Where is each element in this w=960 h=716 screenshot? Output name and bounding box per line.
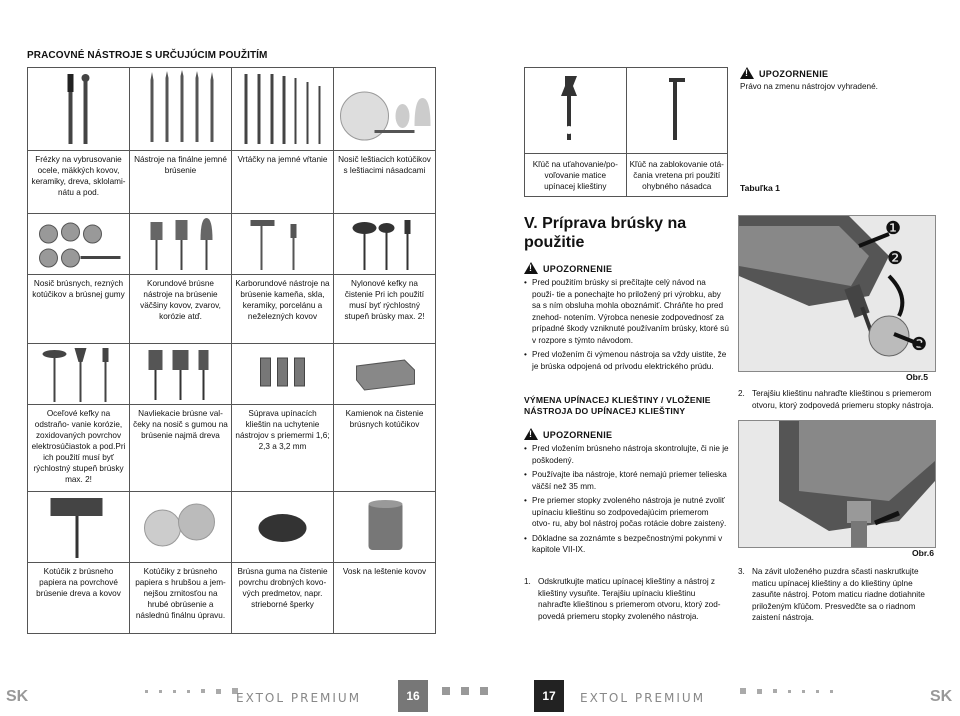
tool-desc: Kotúčiky z brúsneho papiera s hrubšou a jem- nejšou zrnitosťou na hrubé obrúsenie a následnú finálnu úpravu. bbox=[130, 563, 232, 634]
brand-left: EXTOL PREMIUM bbox=[236, 691, 362, 705]
tool-image-fine-grinders bbox=[130, 68, 232, 151]
figure-5-label: Obr.5 bbox=[906, 372, 928, 382]
figure-6-photo bbox=[738, 420, 936, 548]
tool-image-flap-wheel bbox=[28, 492, 130, 563]
brand-right: EXTOL PREMIUM bbox=[580, 691, 706, 705]
subsection-heading bbox=[524, 395, 734, 417]
step-number: 3. bbox=[738, 567, 745, 576]
tool-desc: Navliekacie brúsne val- čeky na nosič s gumou na brúsenie najmä dreva bbox=[130, 405, 232, 492]
tool-desc: Frézky na vybrusovanie ocele, mäkkých kovov, keramiky, dreva, sklolami- nátu a pod. bbox=[28, 151, 130, 214]
tool-desc: Vosk na leštenie kovov bbox=[334, 563, 436, 634]
figure-5-photo bbox=[738, 215, 936, 372]
tool-image-cutting-discs bbox=[28, 214, 130, 275]
warning-item: • Pre priemer stopky zvoleného nástroja je nutné zvoliť upínaciu klieštinu so zodpovedajúcim priemerom otvo- ru, aby bol nástroj počas rotácie dobre zaistený. bbox=[524, 495, 729, 530]
tool-image-carborundum bbox=[232, 214, 334, 275]
callout-2: ❷ bbox=[887, 248, 904, 268]
warning-icon bbox=[524, 262, 538, 274]
tool-image-sanding-discs bbox=[130, 492, 232, 563]
step-number: 2. bbox=[738, 389, 745, 398]
figure-6-label: Obr.6 bbox=[912, 548, 934, 558]
warning-icon bbox=[740, 67, 754, 79]
footer-dots-left bbox=[145, 686, 238, 696]
table-label: Tabuľka 1 bbox=[740, 183, 780, 193]
step-number: 1. bbox=[524, 577, 531, 586]
step-text: Odskrutkujte maticu upínacej klieštiny a nástroj z klieštiny vysuňte. Terajšiu upínaciu klieštinu nahraďte klieštinou s priemerom otvoru, ktorý zod- povedá priemeru stopky zvoleného nástroja. bbox=[538, 577, 721, 621]
language-code-left: SK bbox=[6, 688, 29, 705]
keys-table bbox=[524, 67, 728, 197]
key-hex-image bbox=[626, 68, 728, 154]
section-title-line: V. Príprava brúsky na bbox=[524, 215, 687, 232]
tool-desc: Korundové brúsne nástroje na brúsenie väčšiny kovov, zvarov, korózie atď. bbox=[130, 275, 232, 344]
step-2 bbox=[738, 388, 934, 411]
warning-item: • Dôkladne sa zoznámte s bezpečnostnými pokynmi v kapitole VII-IX. bbox=[524, 533, 729, 556]
tool-image-drills bbox=[232, 68, 334, 151]
footer-dots-right bbox=[740, 686, 833, 696]
step-1 bbox=[524, 576, 729, 622]
step-text: Na závit uloženého puzdra sčasti naskrutkujte maticu upínacej klieštiny a do klieštiny úplne zasuňte nástroj. Potom maticu riadne dotiahnite priloženým kľúčom. Presvedčte sa o riadnom zaistení nástroja. bbox=[752, 567, 925, 622]
tool-image-sanding-bands bbox=[130, 344, 232, 405]
tool-image-cleaning-stone bbox=[334, 344, 436, 405]
step-text: Terajšiu klieštinu nahraďte klieštinou s priemerom otvoru, ktorý zodpovedá priemeru stopky nástroja. bbox=[752, 389, 934, 410]
tool-desc: Kotúčik z brúsneho papiera na povrchové brúsenie dreva a kovov bbox=[28, 563, 130, 634]
warning-item: • Používajte iba nástroje, ktoré nemajú priemer telieska väčší než 35 mm. bbox=[524, 469, 729, 492]
warning-2 bbox=[524, 428, 729, 559]
warning-top bbox=[740, 67, 878, 93]
key-desc: Kľúč na uťahovanie/po- voľovanie matice upínacej klieštiny bbox=[525, 154, 627, 197]
warning-icon bbox=[524, 428, 538, 440]
warning-text: Právo na zmenu nástrojov vyhradené. bbox=[740, 82, 878, 91]
tool-image-collets bbox=[232, 344, 334, 405]
language-code-right: SK bbox=[930, 688, 953, 705]
tool-image-polishing bbox=[334, 68, 436, 151]
page-number-right: 17 bbox=[534, 680, 564, 712]
warning-1 bbox=[524, 262, 729, 375]
tool-desc: Brúsna guma na čistenie povrchu drobných kovo- vých predmetov, napr. strieborné šperky bbox=[232, 563, 334, 634]
warning-item: • Pred použitím brúsky si prečítajte celý návod na použi- tie a ponechajte ho priložený pri výrobku, aby sa s ním obsluha mohla oboznámiť. Chráňte ho pred znehod- notením. Výrobca nenesie zodpovednosť za prípadné škody vzniknuté používaním brúsky, ktoré sú v rozpore s týmto návodom. bbox=[524, 277, 729, 346]
tool-desc: Nosič brúsnych, rezných kotúčikov a brúsnej gumy bbox=[28, 275, 130, 344]
tool-desc: Kamienok na čistenie brúsnych kotúčikov bbox=[334, 405, 436, 492]
key-desc: Kľúč na zablokovanie otá- čania vretena pri použití ohybného násadca bbox=[626, 154, 728, 197]
tool-desc: Nástroje na finálne jemné brúsenie bbox=[130, 151, 232, 214]
tool-image-steel-brushes bbox=[28, 344, 130, 405]
tool-image-polishing-wax bbox=[334, 492, 436, 563]
left-page-title: PRACOVNÉ NÁSTROJE S URČUJÚCIM POUŽITÍM bbox=[27, 50, 268, 61]
subsection-heading-line: NÁSTROJA DO UPÍNACEJ KLIEŠTINY bbox=[524, 406, 686, 416]
warning-heading: UPOZORNENIE bbox=[759, 69, 829, 79]
step-3 bbox=[738, 566, 934, 624]
warning-item: • Pred vložením brúsneho nástroja skontrolujte, či nie je poškodený. bbox=[524, 443, 729, 466]
tool-desc: Súprava upínacích klieštin na uchytenie nástrojov s priemermi 1,6; 2,3 a 3,2 mm bbox=[232, 405, 334, 492]
tool-desc: Oceľové kefky na odstraňo- vanie korózie, zoxidovaných povrchov elektrosúčiastok a pod.Pri ich použití musí byť rýchlostný stupeň brúsky max. 2! bbox=[28, 405, 130, 492]
section-title-line: použitie bbox=[524, 234, 585, 251]
tool-image-corundum bbox=[130, 214, 232, 275]
key-wrench-image bbox=[525, 68, 627, 154]
tool-image-rubber-wheel bbox=[232, 492, 334, 563]
warning-heading: UPOZORNENIE bbox=[543, 430, 613, 440]
tool-image-burrs bbox=[28, 68, 130, 151]
footer-dots-center bbox=[442, 686, 488, 696]
tools-table bbox=[27, 67, 436, 634]
tool-desc: Nylonové kefky na čistenie Pri ich použití musí byť rýchlostný stupeň brúsky max. 2! bbox=[334, 275, 436, 344]
callout-1: ❶ bbox=[885, 218, 902, 238]
warning-item: • Pred vložením či výmenou nástroja sa vždy uistite, že je brúska odpojená od prívodu elektrického prúdu. bbox=[524, 349, 729, 372]
tool-desc: Karborundové nástroje na brúsenie kameňa, skla, keramiky, porcelánu a neželezných kovov bbox=[232, 275, 334, 344]
tool-desc: Vrtáčky na jemné vŕtanie bbox=[232, 151, 334, 214]
tool-desc: Nosič leštiacich kotúčikov s leštiacimi násadcami bbox=[334, 151, 436, 214]
section-title bbox=[524, 214, 686, 252]
page-number-left: 16 bbox=[398, 680, 428, 712]
callout-3: ❸ bbox=[911, 334, 928, 354]
warning-heading: UPOZORNENIE bbox=[543, 264, 613, 274]
tool-image-nylon-brushes bbox=[334, 214, 436, 275]
subsection-heading-line: VÝMENA UPÍNACEJ KLIEŠTINY / VLOŽENIE bbox=[524, 395, 711, 405]
